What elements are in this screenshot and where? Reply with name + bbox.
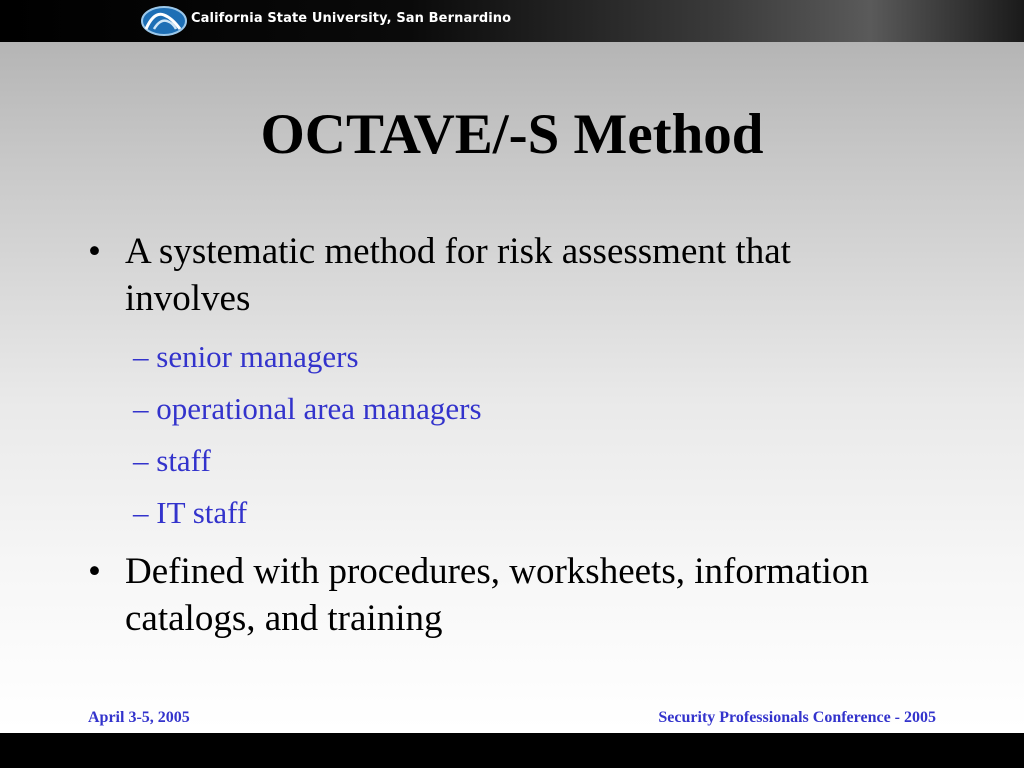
- bullet-marker: •: [88, 231, 101, 272]
- sub-item: – IT staff: [133, 495, 248, 530]
- bullet-item-1: A systematic method for risk assessment that involves: [125, 231, 791, 319]
- sub-item: – operational area managers: [133, 391, 482, 426]
- bullet-marker: •: [88, 551, 101, 592]
- csusb-logo-icon: [140, 5, 188, 37]
- slide-title: OCTAVE/-S Method: [260, 103, 764, 166]
- bottom-bar: [0, 733, 1024, 768]
- bullet-item-2: Defined with procedures, worksheets, information catalogs, and training: [125, 551, 869, 639]
- header-bar: [0, 0, 1024, 42]
- sub-item: – staff: [133, 443, 211, 478]
- footer-date: April 3-5, 2005: [88, 709, 190, 726]
- university-name: California State University, San Bernardino: [191, 11, 512, 26]
- footer-event: Security Professionals Conference - 2005: [658, 709, 936, 726]
- sub-item: – senior managers: [133, 339, 359, 374]
